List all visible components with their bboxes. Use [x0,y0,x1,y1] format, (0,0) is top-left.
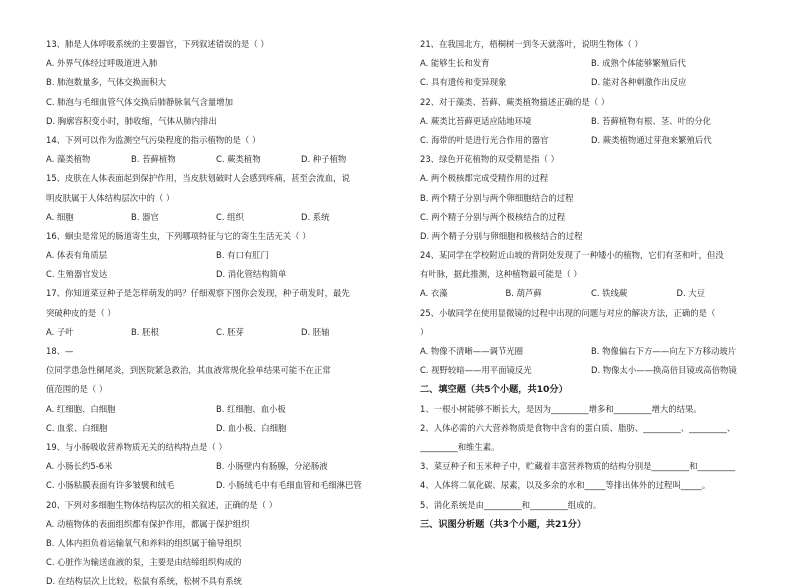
q19-option-c: C. 小肠粘膜表面有许多皱襞和绒毛 [46,480,175,491]
q15-option-d: D. 系统 [301,211,330,222]
q19-option-b: B. 小肠壁内有肠腺，分泌肠液 [216,461,328,472]
fill-blank-3: 3、菜豆种子和玉米种子中，贮藏着丰富营养物质的结构分别是_________和_________ [420,461,736,472]
q21-options-row2 [420,76,762,95]
q17-option-c: C. 胚芽 [216,326,244,337]
question-22-stem: 22、对于藻类、苔藓、蕨类植物描述正确的是（ ） [420,96,610,107]
q22-option-d: D. 蕨类植物通过芽孢来繁殖后代 [591,134,712,145]
question-25-stem-2: ） [420,326,429,337]
q17-option-d: D. 胚轴 [301,326,330,337]
q19-option-d: D. 小肠绒毛中有毛细血管和毛细淋巴管 [216,480,362,491]
fill-blank-4: 4、人体将二氧化碳、尿素，以及多余的水和_____等排出体外的过程叫_____。 [420,480,711,491]
q13-option-c: C. 肺泡与毛细血管气体交换后肺静脉氧气含量增加 [46,96,234,107]
q21-options-row1 [420,57,762,76]
fill-blank-2-cont: _________和维生素。 [420,441,500,452]
q24-options [420,287,762,306]
section-2-title: 二、填空题（共5个小题，共10分） [420,384,568,396]
question-17-stem-1: 17、你知道菜豆种子是怎样萌发的吗？仔细观察下图你会发现，种子萌发时，最先 [46,288,350,299]
q22-option-b: B. 苔藓植物有根、茎、叶的分化 [591,115,711,126]
q18-option-a: A. 红细胞、白细胞 [46,403,116,414]
q24-option-a: A. 衣藻 [420,288,448,299]
q23-option-b: B. 两个精子分别与两个卵细胞结合的过程 [420,192,574,203]
fill-blank-2: 2、人体必需的六大营养物质是食物中含有的蛋白质、脂肪、_________、_________、 [420,422,736,433]
q21-option-d: D. 能对各种刺激作出反应 [591,77,687,88]
q23-option-c: C. 两个精子分别与两个极核结合的过程 [420,211,566,222]
q13-option-a: A. 外界气体经过呼吸道进入肺 [46,58,158,69]
fill-blank-1: 1、一根小树能够不断长大，是因为_________增多和_________增大的结果。 [420,403,702,414]
question-20-stem: 20、下列对多细胞生物体结构层次的相关叙述，正确的是（ ） [46,499,278,510]
q14-option-c: C. 蕨类植物 [216,154,261,165]
q14-options [46,153,386,172]
q21-option-b: B. 成熟个体能够繁殖后代 [591,58,686,69]
q24-option-b: B. 葫芦藓 [505,288,542,299]
question-23-stem: 23、绿色开花植物的双受精是指（ ） [420,154,559,165]
q17-options [46,326,386,345]
question-13-stem: 13、肺是人体呼吸系统的主要器官，下列叙述错误的是（ ） [46,39,269,49]
question-19-stem: 19、与小肠吸收营养物质无关的结构特点是（ ） [46,441,227,452]
q20-option-b: B. 人体内担负着运输氧气和养料的组织属于输导组织 [46,537,242,548]
q18-option-d: D. 血小板、白细胞 [216,422,287,433]
q24-option-c: C. 铁线蕨 [591,288,628,299]
q23-option-a: A. 两个极核都完成受精作用的过程 [420,173,549,184]
q15-option-b: B. 器官 [131,211,159,222]
q20-option-d: D. 在结构层次上比较，松鼠有系统，松树不具有系统 [46,576,243,587]
question-14-stem: 14、下列可以作为监测空气污染程度的指示植物的是（ ） [46,134,261,145]
q16-options-row1 [46,249,386,268]
q22-option-a: A. 蕨类比苔藓更适应陆地环境 [420,115,532,126]
q16-option-c: C. 生殖器官发达 [46,269,108,280]
q14-option-a: A. 藻类植物 [46,154,91,165]
q15-options [46,211,386,230]
q14-option-d: D. 种子植物 [301,154,347,165]
q25-option-d: D. 物像太小——换高倍目镜或高倍物镜 [591,365,737,376]
q22-options-row1 [420,115,762,134]
q25-options-row2 [420,364,762,383]
question-17-stem-2: 突破种皮的是（ ） [46,307,116,318]
q25-option-c: C. 视野较暗——用平面镜反光 [420,365,532,376]
section-3-title: 三、识图分析题（共3个小题，共21分） [420,518,587,530]
q18-option-c: C. 血浆、白细胞 [46,422,108,433]
q19-option-a: A. 小肠长约5-6米 [46,461,113,472]
q24-option-d: D. 大豆 [676,288,706,299]
question-25-stem-1: 25、小敏同学在使用显微镜的过程中出现的问题与对应的解决方法，正确的是（ [420,307,716,318]
q22-option-c: C. 海带的叶是进行光合作用的器官 [420,134,549,145]
question-18-stem-2: 位同学患急性阑尾炎，到医院紧急救治，其血液常规化验单结果可能不在正常 [46,365,331,376]
q20-option-c: C. 心脏作为输送血液的泵，主要是由结缔组织构成的 [46,557,242,568]
q16-option-d: D. 消化管结构简单 [216,269,287,280]
q25-options-row1 [420,345,762,364]
question-15-stem-2: 明皮肤属于人体结构层次中的（ ） [46,192,175,203]
question-24-stem-2: 有叶脉，据此推测，这种植物最可能是（ ） [420,269,582,280]
q21-option-c: C. 具有遗传和变异现象 [420,77,507,88]
question-21-stem: 21、在我国北方，梧桐树一到冬天就落叶，说明生物体（ ） [420,39,643,49]
left-column [46,38,386,588]
q17-option-a: A. 子叶 [46,326,74,337]
question-24-stem-1: 24、某同学在学校附近山坡的背阴处发现了一种矮小的植物，它们有茎和叶，但没 [420,250,724,261]
q25-option-b: B. 物像偏右下方——向左下方移动玻片 [591,346,737,356]
q14-option-b: B. 苔藓植物 [131,154,176,165]
question-15-stem-1: 15、皮肤在人体表面起到保护作用，当皮肤划破时人会感到疼痛，甚至会流血，说 [46,173,350,184]
q18-options-row1 [46,403,386,422]
q16-options-row2 [46,268,386,287]
q22-options-row2 [420,134,762,153]
q20-option-a: A. 动植物体的表面组织都有保护作用，都属于保护组织 [46,518,250,529]
q15-option-c: C. 组织 [216,211,244,222]
q18-option-b: B. 红细胞、血小板 [216,403,286,414]
q16-option-b: B. 有口有肛门 [216,250,269,261]
q17-option-b: B. 胚根 [131,326,159,337]
q25-option-a: A. 物像不清晰——调节光圈 [420,346,524,356]
q16-option-a: A. 体表有角质层 [46,250,108,261]
q19-options-row1 [46,460,386,479]
q19-options-row2 [46,479,386,498]
fill-blank-5: 5、消化系统是由_________和_________组成的。 [420,499,602,510]
q21-option-a: A. 能够生长和发育 [420,58,490,69]
q13-option-d: D. 胸廓容积变小时，肺收缩，气体从肺内排出 [46,115,217,126]
q18-options-row2 [46,422,386,441]
right-column [420,38,762,531]
question-18-stem-3: 值范围的是（ ） [46,384,108,395]
q13-option-b: B. 肺泡数量多，气体交换面积大 [46,77,166,88]
q15-option-a: A. 细胞 [46,211,74,222]
question-16-stem: 16、蛔虫是常见的肠道寄生虫，下列哪项特征与它的寄生生活无关（ ） [46,230,311,241]
question-18-stem-1: 18、— [46,346,74,356]
q23-option-d: D. 两个精子分别与卵细胞和极核结合的过程 [420,230,583,241]
